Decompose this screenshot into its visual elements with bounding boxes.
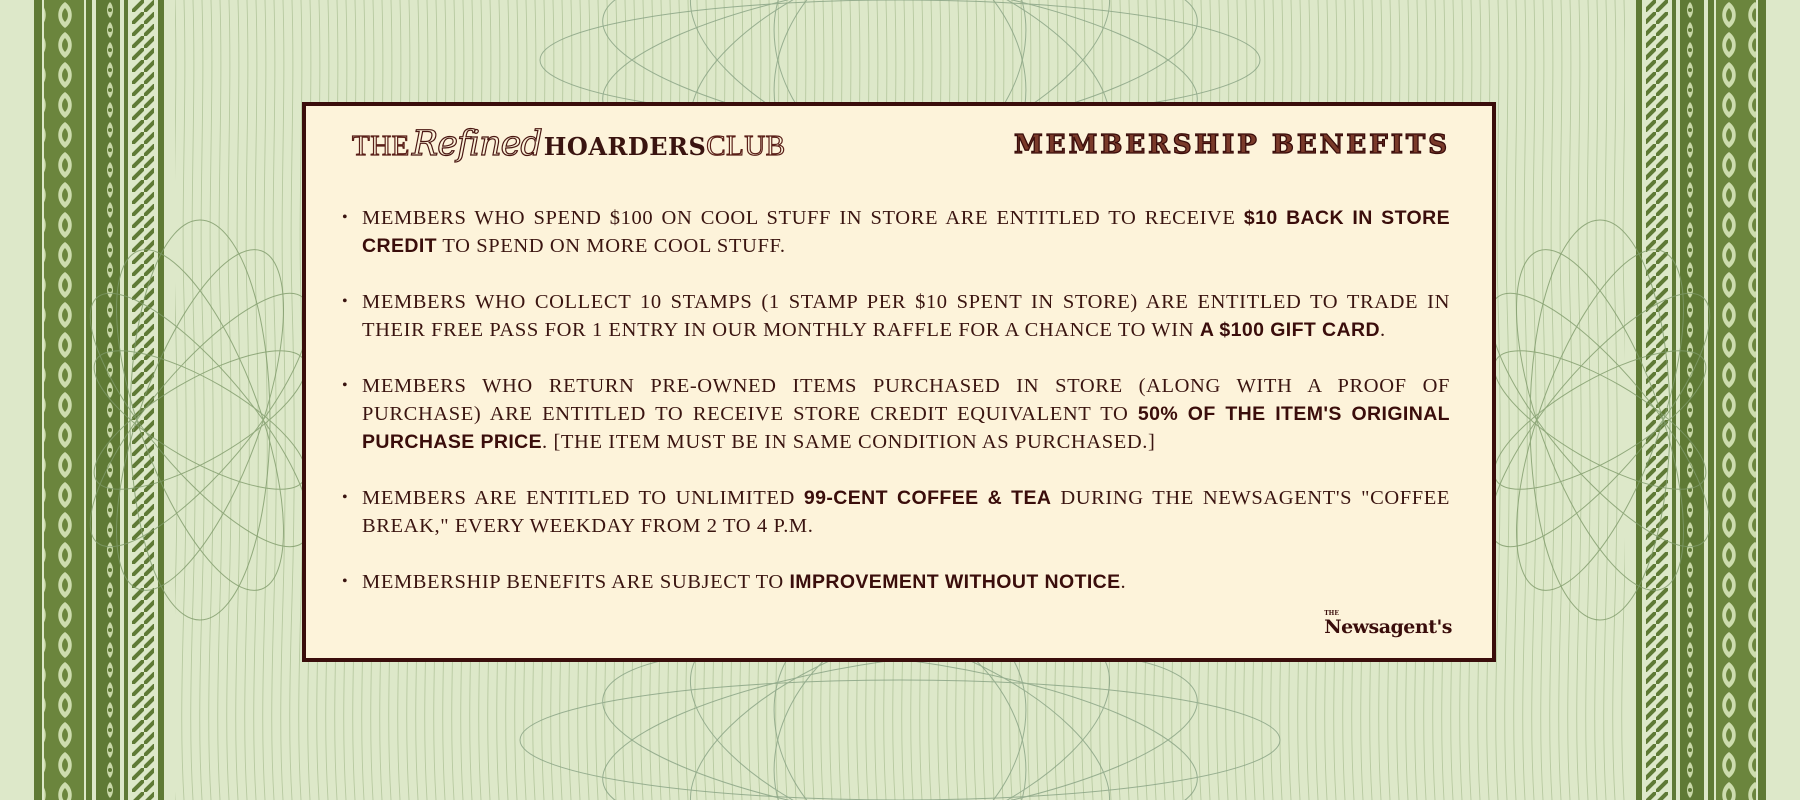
benefit-text: MEMBERS WHO COLLECT 10 STAMPS (1 STAMP PER $10 SPENT IN STORE) ARE ENTITLED TO TRADE IN THEIR FREE PASS FOR 1 ENTRY IN OUR MONTHLY RAFFLE FOR A CHANCE TO WIN (362, 291, 1450, 341)
benefit-item (342, 372, 1450, 456)
bullet-icon: • (342, 489, 349, 506)
club-logo (352, 124, 786, 164)
brand-name: Newsagent's (1324, 616, 1452, 638)
logo-the: THE (352, 130, 410, 162)
benefit-text: MEMBERSHIP BENEFITS ARE SUBJECT TO (362, 571, 790, 593)
benefit-highlight: $10 BACK IN STORE CREDIT (362, 207, 1450, 257)
bullet-icon: • (342, 573, 349, 590)
benefit-text: TO SPEND ON MORE COOL STUFF. (436, 235, 786, 257)
card-header (352, 124, 1450, 172)
bullet-icon: • (342, 209, 349, 226)
benefit-item (342, 484, 1450, 540)
benefit-text: MEMBERS ARE ENTITLED TO UNLIMITED (362, 487, 804, 509)
benefit-list (342, 204, 1450, 624)
benefit-text: . [THE ITEM MUST BE IN SAME CONDITION AS PURCHASED.] (542, 431, 1156, 453)
benefit-text: MEMBERS WHO SPEND $100 ON COOL STUFF IN STORE ARE ENTITLED TO RECEIVE (362, 207, 1244, 229)
benefit-item (342, 204, 1450, 260)
benefit-text: . (1120, 571, 1127, 593)
bullet-icon: • (342, 377, 349, 394)
benefit-item (342, 288, 1450, 344)
logo-hoarders: HOARDERS (543, 132, 707, 161)
logo-refined: Refined (411, 124, 542, 164)
membership-card (302, 102, 1496, 662)
newsagents-logo (1324, 610, 1452, 638)
benefit-highlight: IMPROVEMENT WITHOUT NOTICE (789, 571, 1121, 593)
benefit-highlight: A $100 GIFT CARD (1199, 319, 1380, 341)
benefit-text: . (1380, 319, 1386, 341)
page-title: MEMBERSHIP BENEFITS (1013, 130, 1450, 160)
bullet-icon: • (342, 293, 349, 310)
benefit-item (342, 568, 1450, 596)
benefit-highlight: 99-CENT COFFEE & TEA (803, 487, 1052, 509)
benefit-text: DURING THE NEWSAGENT'S "COFFEE BREAK," EVERY WEEKDAY FROM 2 TO 4 P.M. (362, 487, 1450, 537)
benefit-text: MEMBERS WHO RETURN PRE-OWNED ITEMS PURCHASED IN STORE (ALONG WITH A PROOF OF PURCHASE) ARE ENTITLED TO RECEIVE STORE CREDIT EQUIVALENT TO (362, 375, 1450, 425)
logo-club: CLUB (706, 130, 786, 162)
benefit-highlight: 50% OF THE ITEM'S ORIGINAL PURCHASE PRICE (362, 403, 1450, 453)
brand-the: THE (1324, 610, 1339, 617)
